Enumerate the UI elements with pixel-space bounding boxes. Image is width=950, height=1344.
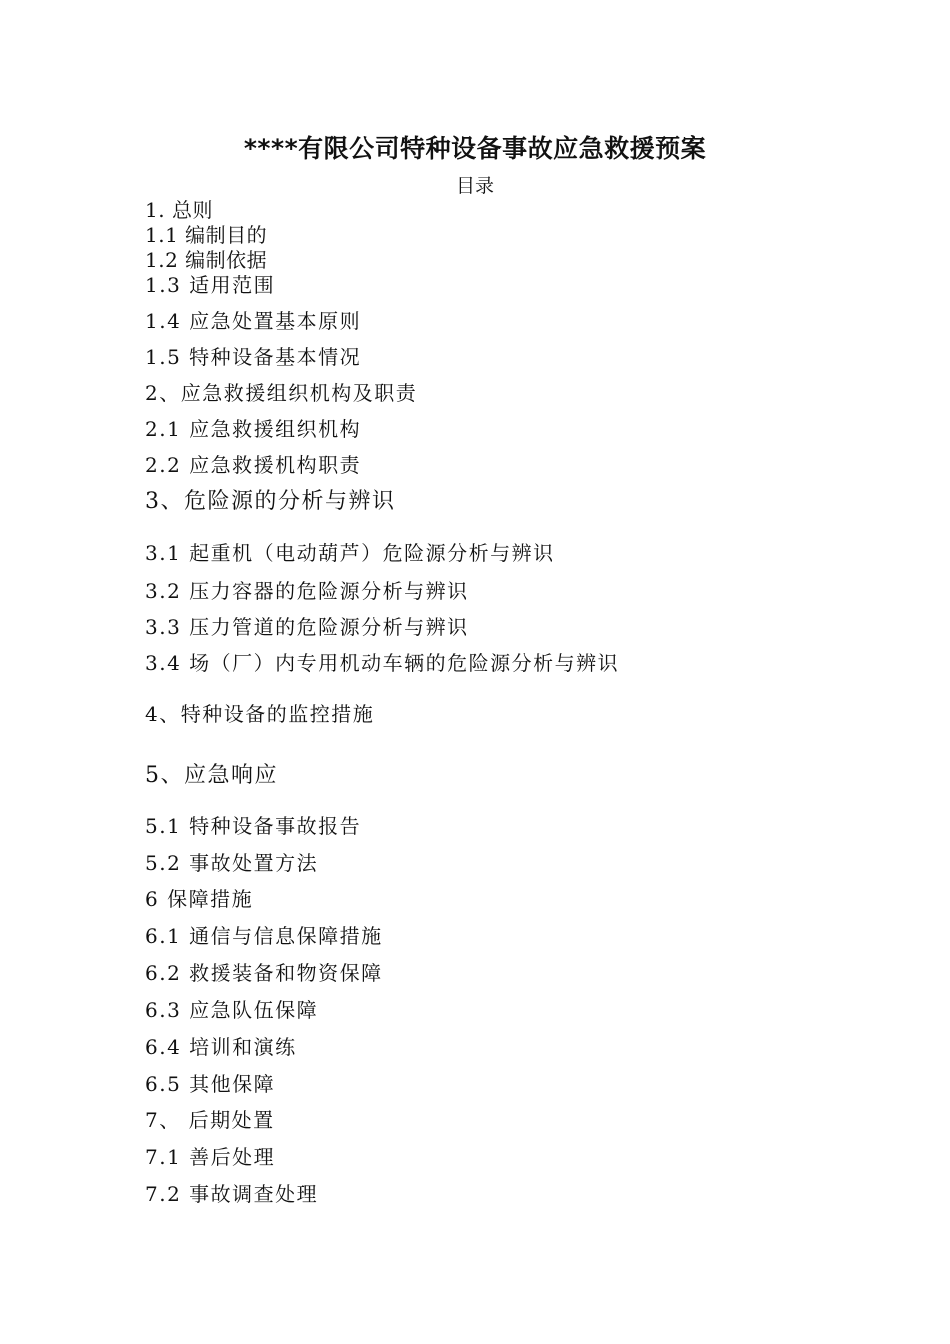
toc-item: 5.2 事故处置方法: [145, 851, 319, 875]
toc-item: 6.4 培训和演练: [145, 1035, 297, 1059]
toc-item: 6 保障措施: [145, 887, 254, 911]
toc-item: 3、危险源的分析与辨识: [145, 489, 396, 514]
toc-item: 1.1 编制目的: [145, 223, 268, 247]
toc-item: 2.2 应急救援机构职责: [145, 453, 362, 477]
toc-item: 1.2 编制依据: [145, 248, 268, 272]
toc-item: 6.3 应急队伍保障: [145, 998, 319, 1022]
toc-item: 5、应急响应: [145, 763, 278, 788]
toc-item: 1.4 应急处置基本原则: [145, 309, 362, 333]
toc-item: 1.5 特种设备基本情况: [145, 345, 362, 369]
toc-item: 7.2 事故调查处理: [145, 1182, 319, 1206]
toc-item: 1. 总则: [145, 198, 213, 222]
toc-item: 2、应急救援组织机构及职责: [145, 381, 418, 405]
toc-heading: 目录: [455, 175, 494, 197]
toc-item: 4、特种设备的监控措施: [145, 702, 375, 726]
toc-item: 6.5 其他保障: [145, 1072, 276, 1096]
toc-item: 3.2 压力容器的危险源分析与辨识: [145, 579, 469, 603]
toc-item: 2.1 应急救援组织机构: [145, 417, 362, 441]
document-title: ****有限公司特种设备事故应急救援预案: [243, 134, 707, 163]
toc-item: 3.4 场（厂）内专用机动车辆的危险源分析与辨识: [145, 651, 620, 675]
toc-item: 1.3 适用范围: [145, 273, 276, 297]
toc-item: 3.1 起重机（电动葫芦）危险源分析与辨识: [145, 541, 555, 565]
toc-item: 3.3 压力管道的危险源分析与辨识: [145, 615, 469, 639]
toc-item: 6.2 救援装备和物资保障: [145, 961, 383, 985]
toc-item: 5.1 特种设备事故报告: [145, 814, 362, 838]
toc-item: 7、 后期处置: [145, 1108, 275, 1132]
toc-item: 7.1 善后处理: [145, 1145, 276, 1169]
toc-item: 6.1 通信与信息保障措施: [145, 924, 383, 948]
